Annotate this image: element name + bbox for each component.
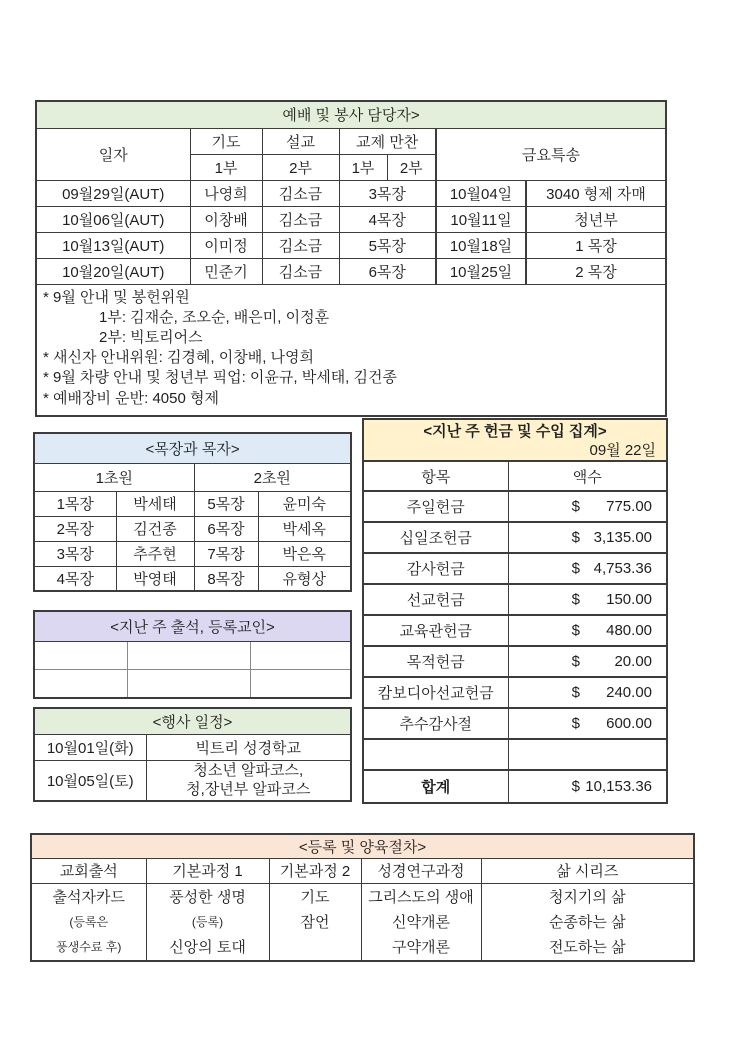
friday-date: 10월18일 [436, 232, 526, 258]
offering-item: 교육관헌금 [363, 615, 508, 646]
cell-group: 3목장 [34, 541, 116, 566]
worship-header-friday-special: 금요특송 [436, 128, 666, 180]
worship-prayer: 이미정 [190, 232, 262, 258]
note-line: 2부: 빅토리어스 [99, 328, 203, 346]
cell-shepherd: 유형상 [258, 566, 351, 591]
offering-item: 주일헌금 [363, 491, 508, 522]
cell-shepherd: 박영태 [116, 566, 194, 591]
cell-group: 6목장 [194, 516, 258, 541]
registration-column-basic1: 풍성한 생명 (등록) 신앙의 토대 [146, 883, 269, 961]
event-name: 빅트리 성경학교 [146, 734, 351, 760]
worship-date: 10월20일(AUT) [36, 258, 190, 284]
registration-header: 교회출석 [31, 858, 146, 883]
attendance-cell [250, 641, 351, 669]
shepherds-table-title: <목장과 목자> [34, 433, 351, 463]
registration-column-life-series: 청지기의 삶 순종하는 삶 전도하는 삶 [481, 883, 694, 961]
shepherds-row [34, 516, 351, 541]
worship-header-fellowship-part2: 2부 [387, 154, 436, 180]
attendance-cell [127, 669, 250, 698]
event-date: 10월05일(토) [34, 760, 146, 801]
friday-date: 10월04일 [436, 180, 526, 206]
offering-amount: $ 480.00 [508, 615, 667, 646]
offering-amount: $ 3,135.00 [508, 522, 667, 553]
registration-column-attendance: 출석자카드 (등록은 풍생수료 후) [31, 883, 146, 961]
attendance-cell [34, 641, 127, 669]
offering-total-row [363, 770, 667, 803]
registration-column-bible-study: 그리스도의 생애 신약개론 구약개론 [361, 883, 481, 961]
event-name: 청소년 알파코스, 청,장년부 알파코스 [146, 760, 351, 801]
friday-team: 청년부 [526, 206, 666, 232]
shepherds-row [34, 541, 351, 566]
offering-row [363, 491, 667, 522]
worship-header-fellowship: 교제 만찬 [339, 128, 436, 154]
attendance-cell [34, 669, 127, 698]
cell-shepherd: 윤미숙 [258, 491, 351, 516]
worship-sermon: 김소금 [262, 258, 339, 284]
worship-date: 09월29일(AUT) [36, 180, 190, 206]
note-line: * 예배장비 운반: 4050 형제 [43, 389, 219, 407]
offering-item: 십일조헌금 [363, 522, 508, 553]
offering-table-title [363, 419, 667, 461]
registration-table [30, 833, 695, 962]
registration-column-basic2: 기도 잠언 [269, 883, 361, 961]
cell-shepherd: 박세태 [116, 491, 194, 516]
worship-date: 10월06일(AUT) [36, 206, 190, 232]
worship-header-prayer: 기도 [190, 128, 262, 154]
events-table-title: <행사 일정> [34, 708, 351, 734]
registration-header: 삶 시리즈 [481, 858, 694, 883]
shepherds-row [34, 491, 351, 516]
offering-header-item: 항목 [363, 461, 508, 491]
note-line: * 9월 차량 안내 및 청년부 픽업: 이윤규, 박세태, 김건종 [43, 369, 397, 387]
event-date: 10월01일(화) [34, 734, 146, 760]
offering-amount: $ 150.00 [508, 584, 667, 615]
worship-table-title: 예배 및 봉사 담당자> [36, 101, 666, 128]
worship-fellowship: 4목장 [339, 206, 436, 232]
offering-item: 목적헌금 [363, 646, 508, 677]
worship-prayer: 민준기 [190, 258, 262, 284]
cell-shepherd: 김건종 [116, 516, 194, 541]
worship-date: 10월13일(AUT) [36, 232, 190, 258]
worship-row [36, 232, 666, 258]
offering-row [363, 553, 667, 584]
offering-item: 캄보디아선교헌금 [363, 677, 508, 708]
worship-row [36, 180, 666, 206]
offering-date: 09월 22일 [589, 442, 657, 459]
offering-amount: $ 775.00 [508, 491, 667, 522]
worship-prayer: 나영희 [190, 180, 262, 206]
offering-row [363, 646, 667, 677]
cell-group: 4목장 [34, 566, 116, 591]
event-row [34, 760, 351, 801]
offering-row [363, 584, 667, 615]
registration-header: 성경연구과정 [361, 858, 481, 883]
offering-row [363, 708, 667, 739]
events-table [33, 707, 352, 802]
cell-group: 7목장 [194, 541, 258, 566]
worship-sermon: 김소금 [262, 232, 339, 258]
offering-item-empty [363, 739, 508, 770]
worship-sermon: 김소금 [262, 180, 339, 206]
offering-total-amount: $ 10,153.36 [508, 770, 667, 803]
cell-group: 1목장 [34, 491, 116, 516]
offering-row [363, 615, 667, 646]
cell-shepherd: 추주현 [116, 541, 194, 566]
registration-header: 기본과정 2 [269, 858, 361, 883]
shepherds-table [33, 432, 352, 592]
worship-row [36, 206, 666, 232]
worship-header-sermon: 설교 [262, 128, 339, 154]
registration-header: 기본과정 1 [146, 858, 269, 883]
attendance-cell [127, 641, 250, 669]
worship-header-date: 일자 [36, 128, 190, 180]
registration-table-title: <등록 및 양육절차> [31, 834, 694, 858]
worship-prayer: 이창배 [190, 206, 262, 232]
shepherds-group1-header: 1초원 [34, 463, 194, 491]
offering-total-label: 합계 [363, 770, 508, 803]
note-line: 1부: 김재순, 조오순, 배은미, 이정훈 [99, 308, 330, 326]
worship-row [36, 258, 666, 284]
offering-amount: $ 600.00 [508, 708, 667, 739]
cell-group: 2목장 [34, 516, 116, 541]
offering-item: 추수감사절 [363, 708, 508, 739]
friday-date: 10월11일 [436, 206, 526, 232]
worship-header-part1: 1부 [190, 154, 262, 180]
worship-notes [36, 284, 666, 416]
offering-amount-empty [508, 739, 667, 770]
offering-row [363, 522, 667, 553]
offering-amount: $ 4,753.36 [508, 553, 667, 584]
cell-group: 5목장 [194, 491, 258, 516]
offering-row [363, 677, 667, 708]
offering-item: 선교헌금 [363, 584, 508, 615]
cell-shepherd: 박세옥 [258, 516, 351, 541]
friday-team: 1 목장 [526, 232, 666, 258]
worship-sermon: 김소금 [262, 206, 339, 232]
offering-item: 감사헌금 [363, 553, 508, 584]
event-row [34, 734, 351, 760]
worship-service-table [35, 100, 667, 417]
offering-amount: $ 240.00 [508, 677, 667, 708]
cell-group: 8목장 [194, 566, 258, 591]
note-line: * 9월 안내 및 봉헌위원 [43, 288, 190, 306]
worship-fellowship: 6목장 [339, 258, 436, 284]
offering-table [362, 418, 668, 804]
worship-header-part2: 2부 [262, 154, 339, 180]
note-line: * 새신자 안내위원: 김경혜, 이창배, 나영희 [43, 349, 315, 367]
worship-header-fellowship-part1: 1부 [339, 154, 387, 180]
cell-shepherd: 박은옥 [258, 541, 351, 566]
shepherds-row [34, 566, 351, 591]
attendance-cell [250, 669, 351, 698]
friday-team: 3040 형제 자매 [526, 180, 666, 206]
attendance-table [33, 610, 352, 699]
worship-fellowship: 5목장 [339, 232, 436, 258]
friday-date: 10월25일 [436, 258, 526, 284]
worship-fellowship: 3목장 [339, 180, 436, 206]
offering-title-text: <지난 주 헌금 및 수입 집계> [423, 423, 607, 440]
offering-empty-row [363, 739, 667, 770]
offering-header-amount: 액수 [508, 461, 667, 491]
shepherds-group2-header: 2초원 [194, 463, 351, 491]
friday-team: 2 목장 [526, 258, 666, 284]
attendance-table-title: <지난 주 출석, 등록교인> [34, 611, 351, 641]
offering-amount: $ 20.00 [508, 646, 667, 677]
